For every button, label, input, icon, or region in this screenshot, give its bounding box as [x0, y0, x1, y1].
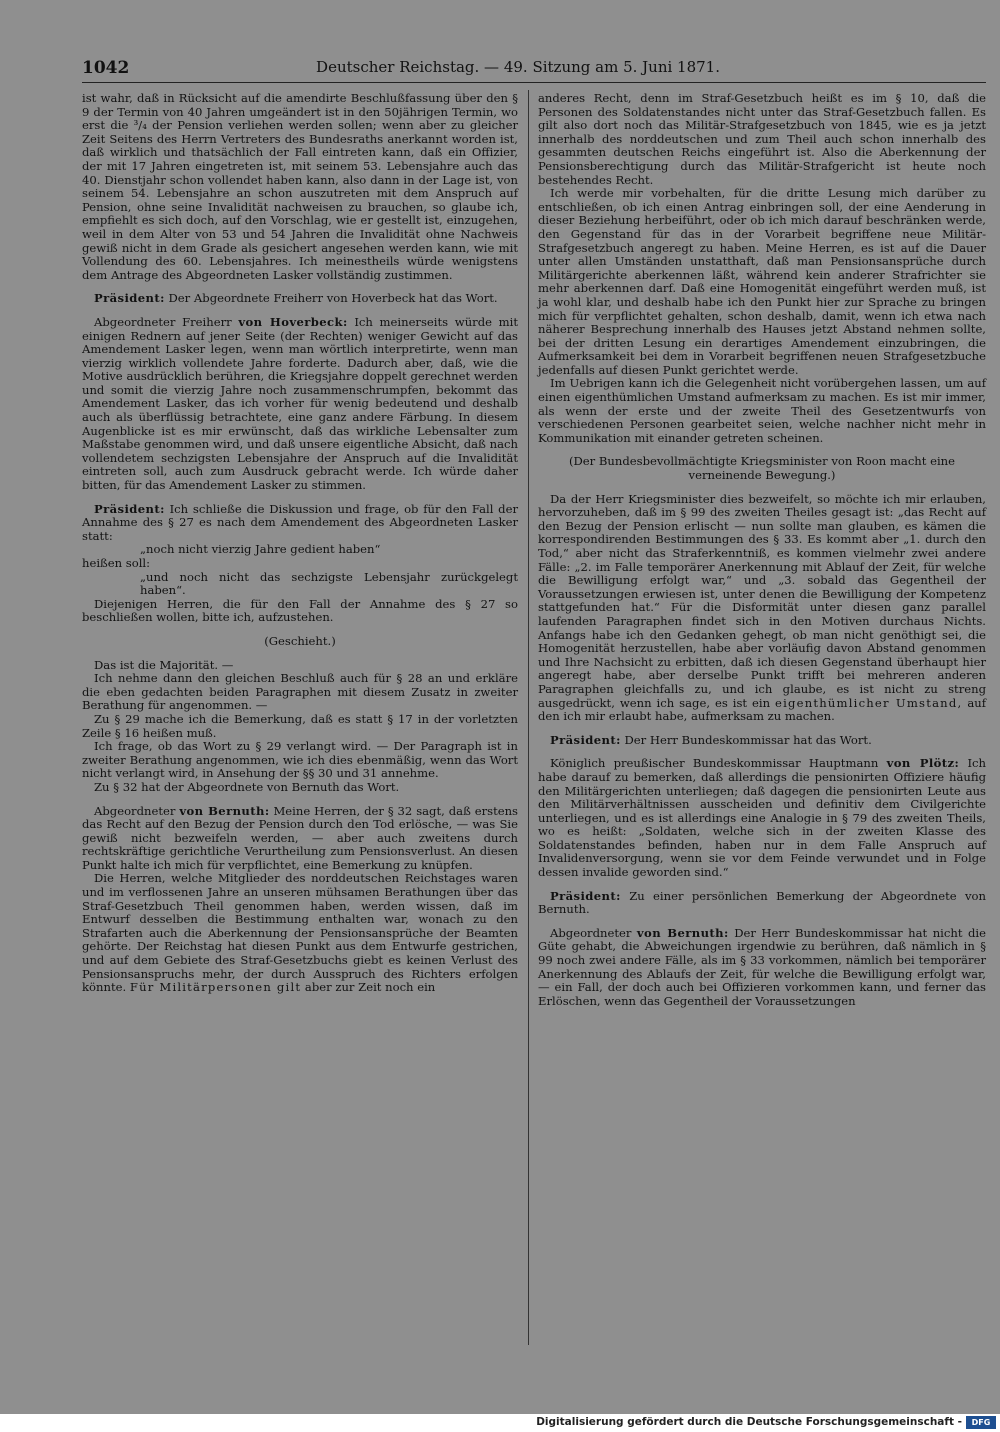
spaced-phrase: eigenthümlicher Umstand, [775, 695, 963, 710]
speaker-label: Präsident: [94, 501, 165, 516]
speaker-label: Präsident: [94, 291, 165, 306]
paragraph: Präsident: Ich schließe die Diskussion und frage, ob für den Fall der Annahme des § 27 es nach dem Amendement des Abgeordneten Lasker statt: [82, 501, 518, 543]
column-divider [528, 90, 529, 1345]
quote: „noch nicht vierzig Jahre gedient haben“ [140, 542, 381, 557]
paragraph: Diejenigen Herren, die für den Fall der Annahme des § 27 so beschließen wollen, bitte ich, aufzustehen. [82, 596, 518, 625]
paragraph: Königlich preußischer Bundeskommissar Hauptmann von Plötz: Ich habe darauf zu bemerken, daß allerdings die pensionirten Offiziere häufig den Militärgerichten unterliegen; daß dagegen die pensionirten Leute aus den Militärverhältnissen ausscheiden und definitiv dem Civilgerichte unterliegen, und es ist allerdings eine Analogie in § 79 des zweiten Theils, wo es heißt: „Soldaten, welche sich in der zweiten Klasse des Soldatenstandes befinden, haben nur in dem Falle Anspruch auf Invalidenversorgung, wenn sie vor dem Feinde verwundet und in Folge dessen invalide geworden sind.“ [538, 756, 987, 880]
paragraph: Zu § 32 hat der Abgeordnete von Bernuth das Wort. [94, 779, 400, 794]
dfg-logo: DFG [966, 1416, 996, 1429]
paragraph: Ich frage, ob das Wort zu § 29 verlangt wird. — Der Paragraph ist in zweiter Berathung angenommen, wie ich dies ebenmäßig, wenn das Wort nicht verlangt wird, in Ansehung der §§ 30 und 31 annehme. [82, 739, 518, 781]
paragraph: Im Uebrigen kann ich die Gelegenheit nicht vorübergehen lassen, um auf einen eigenthümlichen Umstand aufmerksam zu machen. Es ist mir immer, als wenn der erste und der zweite Theil des Gesetzentwurfs von verschiedenen Personen gearbeitet seien, welche nachher nicht mehr in Kommunikation mit einander getreten scheinen. [538, 376, 986, 445]
footer-credit: Digitalisierung gefördert durch die Deutsche Forschungsgemeinschaft - [536, 1416, 962, 1428]
paragraph: Ich nehme dann den gleichen Beschluß auch für § 28 an und erkläre die eben gedachten beiden Paragraphen mit diesem Zusatz in zweiter Berathung für angenommen. — [82, 671, 518, 713]
stage-direction: (Der Bundesbevollmächtigte Kriegsminister von Roon macht eine verneinende Bewegung.) [568, 454, 956, 483]
spaced-phrase: Für Militärpersonen gilt [129, 980, 302, 995]
header-rule [82, 82, 986, 83]
paragraph: Abgeordneter Freiherr von Hoverbeck: Ich meinerseits würde mit einigen Rednern auf jener Seite (der Rechten) weniger Gewicht auf das Amendement Lasker legen, wenn man wörtlich interpretirte, wenn man vierzig wirklich vollendete Jahre forderte. Dadurch aber, daß, wie die Motive ausdrücklich berühren, die Kriegsjahre doppelt gerechnet werden und somit die vierzig Jahre noch zusammenschrumpfen, bekommt das Amendement Lasker, das ich vorher für wenig bedeutend und deshalb auch als überflüssig betrachtete, eine ganz andere Färbung. In diesem Augenblicke ist es mir erwünscht, daß das wirkliche Lebensalter zum Maßstabe genommen wird, und daß unsere eigentliche Absicht, daß nach vollendetem sechzigsten Lebensjahre der Anspruch auf die Invalidität eintreten soll, auch zum Ausdruck gebracht werde. Ich würde daher bitten, für das Amendement Lasker zu stimmen. [82, 314, 519, 493]
speaker-label: von Plötz: [886, 756, 960, 771]
paragraph: Präsident: Der Herr Bundeskommissar hat das Wort. [550, 732, 872, 747]
paragraph: Abgeordneter von Bernuth: Der Herr Bundeskommissar hat nicht die Güte gehabt, die Abweichungen irgendwie zu berühren, daß nämlich in § 99 noch zwei andere Fälle, als im § 33 vorkommen, nämlich bei temporärer Anerkennung des Ablaufs der Zeit, für welche die Bewilligung erfolgt war, — ein Fall, der doch auch bei Offizieren vorkommen kann, und ferner das Erlöschen, wenn das Gegentheil der Voraussetzungen [538, 925, 986, 1008]
paragraph: Ich werde mir vorbehalten, für die dritte Lesung mich darüber zu entschließen, ob ich einen Antrag einbringen soll, der eine Aenderung in dieser Beziehung herbeiführt, oder ob ich mich darauf beschränken werde, den Gegenstand für das in der Vorarbeit begriffene neue Militär-Strafgesetzbuch angeregt zu haben. Meine Herren, es ist auf die Dauer unter allen Umständen unstatthaft, daß man Pensionsansprüche durch Militärgerichte aberkennen läßt, während kein anderer Strafrichter sie mehr aberkennen darf. Daß eine Homogenität eingeführt werden muß, ist ja wohl klar, und deshalb habe ich den Punkt hier zur Sprache zu bringen mich für verpflichtet gehalten, schon deshalb, damit, wenn ich etwa nach näherer Besprechung innerhalb des Hauses jetzt Abstand nehmen sollte, bei der dritten Lesung ein derartiges Amendement einzubringen, die Aufmerksamkeit bei dem in Vorarbeit begriffenen neuen Strafgesetzbuche jedenfalls auf diesen Punkt gerichtet werde. [538, 186, 986, 377]
paragraph: ist wahr, daß in Rücksicht auf die amendirte Beschlußfassung über den § 9 der Termin von 40 Jahren umgeändert ist in den 50jährigen Termin, wo erst die ³/₄ der Pension verliehen werden sollen; wenn aber zu gleicher Zeit Seitens des Herrn Vertreters des Bundesraths anerkannt worden ist, daß wirklich und thatsächlich der Fall eintreten kann, daß ein Offizier, der mit 17 Jahren eingetreten ist, mit seinem 53. Lebensjahre auch das 40. Dienstjahr schon vollendet haben kann, also dann in der Lage ist, von seinem 54. Lebensjahre an schon auszutreten mit dem Anspruch auf Pension, ohne seine Invalidität nachweisen zu brauchen, so glaube ich, empfiehlt es sich doch, auf den Vorschlag, wie er gestellt ist, einzugehen, weil in dem Alter von 53 und 54 Jahren die Invalidität ohne Nachweis gewiß nicht in dem Grade als gesichert angesehen werden kann, wie mit Vollendung des 60. Lebensjahres. Ich meinestheils würde wenigstens dem Antrage des Abgeordneten Lasker vollständig zustimmen. [82, 91, 518, 282]
paragraph: Zu § 29 mache ich die Bemerkung, daß es statt § 17 in der vorletzten Zeile § 16 heißen muß. [82, 711, 518, 740]
page-header [82, 58, 720, 80]
page-number: 1042 [82, 58, 130, 78]
paragraph: Die Herren, welche Mitglieder des norddeutschen Reichstages waren und im verflossenen Jahre an unseren mühsamen Berathungen über das Straf-Gesetzbuch Theil genommen haben, werden wissen, daß im Entwurf desselben die Bestimmung enthalten war, wonach zu den Strafarten auch die Aberkennung der Pensionsansprüche der Beamten gehörte. Der Reichstag hat diesen Punkt aus dem Entwurfe gestrichen, und auf dem Gebiete des Straf-Gesetzbuchs giebt es keinen Verlust des Pensionsanspruchs mehr, der durch Ausspruch des Richters erfolgen könnte. Für Militärpersonen gilt aber zur Zeit noch ein [82, 871, 518, 995]
paragraph: Präsident: Der Abgeordnete Freiherr von Hoverbeck hat das Wort. [94, 291, 498, 306]
left-column [82, 92, 518, 995]
paragraph: Da der Herr Kriegsminister dies bezweifelt, so möchte ich mir erlauben, hervorzuheben, daß im § 99 des zweiten Theiles gesagt ist: „das Recht auf den Bezug der Pension erlischt — nun sollte man glauben, es kämen die korrespondirenden Bestimmungen des § 33. Es kommt aber „1. durch den Tod,“ aber nicht das Straferkenntniß, es kommen vielmehr zwei andere Fälle: „2. im Falle temporärer Anerkennung mit Ablauf der Zeit, für welche die Bewilligung erfolgt war,“ und „3. sobald das Gegentheil der Voraussetzungen erwiesen ist, unter denen die Bewilligung der Kompetenz stattgefunden hat.“ Für die Disformität unter diesen ganz parallel laufenden Paragraphen findet sich in den Motiven durchaus Nichts. Anfangs habe ich den Gedanken gehegt, ob man nicht genöthigt sei, die Homogenität herzustellen, habe aber vorläufig davon Abstand genommen und Ihre Nachsicht zu erbitten, daß ich diesen Gegenstand überhaupt hier angeregt habe, aber derselbe Punkt trifft bei mehreren anderen Paragraphen gleichfalls zu, und ich glaube, es ist nicht zu streng ausgedrückt, wenn ich sage, es ist ein eigenthümlicher Umstand, auf den ich mir erlaubt habe, aufmerksam zu machen. [538, 491, 986, 724]
right-column [538, 92, 986, 1008]
stage-direction: (Geschieht.) [264, 633, 336, 648]
paragraph: Das ist die Majorität. — [94, 657, 234, 672]
paragraph: heißen soll: [82, 556, 151, 570]
speaker-label: von Bernuth: [636, 925, 729, 940]
speaker-label: Präsident: [550, 732, 621, 747]
quote: „und noch nicht das sechzigste Lebensjahr zurückgelegt haben“. [140, 569, 518, 598]
paragraph: anderes Recht, denn im Straf-Gesetzbuch heißt es im § 10, daß die Personen des Soldatenstandes nicht unter das Straf-Gesetzbuch fallen. Es gilt also dort noch das Militär-Strafgesetzbuch von 1845, wie es ja jetzt innerhalb des norddeutschen und zum Theil auch schon innerhalb des gesammten deutschen Reichs eingeführt ist. Also die Aberkennung der Pensionsberechtigung durch das Militär-Strafgericht ist heute noch bestehendes Recht. [538, 91, 986, 187]
paragraph: Präsident: Zu einer persönlichen Bemerkung der Abgeordnete von Bernuth. [538, 888, 986, 917]
running-head: Deutscher Reichstag. — 49. Sitzung am 5. Juni 1871. [316, 58, 720, 76]
footer-bar [0, 1414, 1000, 1432]
speaker-label: von Hoverbeck: [238, 314, 348, 329]
paragraph: Abgeordneter von Bernuth: Meine Herren, der § 32 sagt, daß erstens das Recht auf den Bezug der Pension durch den Tod erlösche, — was Sie gewiß nicht bezweifeln werden, — aber auch zweitens durch rechtskräftige gerichtliche Verurtheilung zum Pensionsverlust. An diesen Punkt halte ich mich für verpflichtet, eine Bemerkung zu knüpfen. [82, 803, 519, 872]
speaker-label: von Bernuth: [179, 803, 270, 818]
speaker-label: Präsident: [550, 888, 621, 903]
